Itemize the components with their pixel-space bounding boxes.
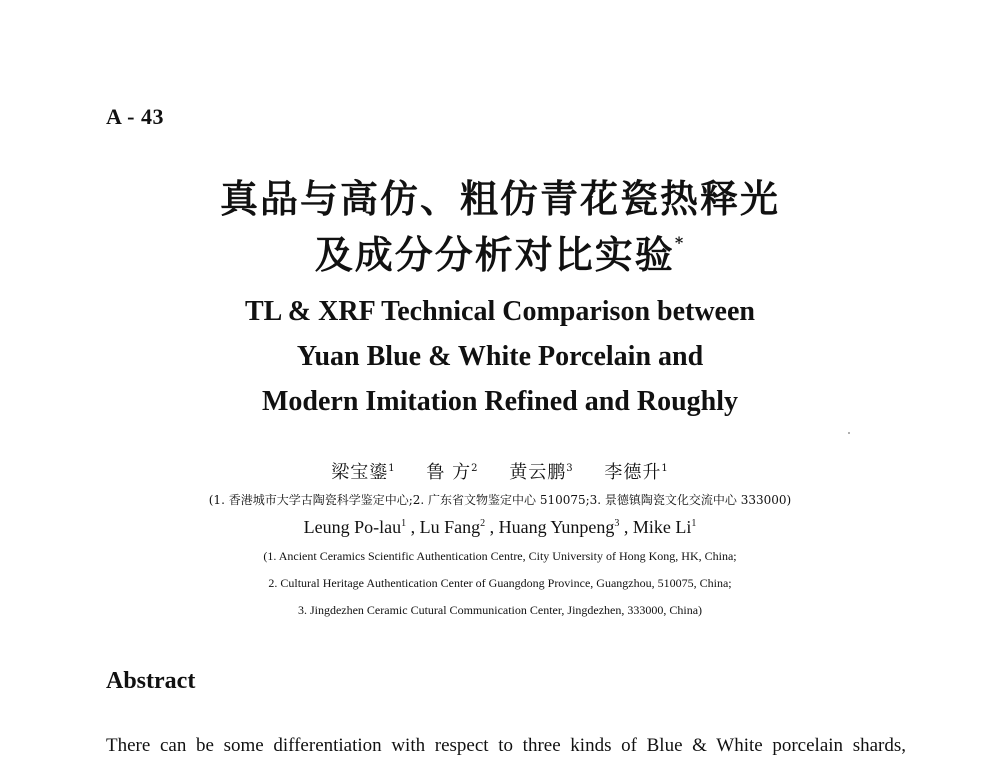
- author-affiliation-mark: 2: [471, 463, 479, 474]
- english-affiliation-line-3: 3. Jingdezhen Ceramic Cutural Communication Center, Jingdezhen, 333000, China): [297, 603, 703, 617]
- english-title-line-3: Modern Imitation Refined and Roughly: [261, 386, 739, 417]
- author-separator: ,: [619, 517, 633, 537]
- author-affiliation-mark: 1: [388, 463, 396, 474]
- author-affiliation-mark: 1: [401, 518, 407, 529]
- english-title-line-1: TL & XRF Technical Comparison between: [245, 296, 755, 327]
- english-author-name: Leung Po-lau: [303, 517, 402, 537]
- chinese-author-name: 黄云鹏: [509, 462, 567, 483]
- chinese-title-line-1: 真品与高仿、粗仿青花瓷热释光: [219, 176, 780, 221]
- english-author-name: Huang Yunpeng: [498, 517, 615, 537]
- title-footnote-mark: *: [674, 233, 686, 253]
- author-separator: ,: [406, 517, 420, 537]
- author-affiliation-mark: 3: [614, 518, 620, 529]
- chinese-author-name: 鲁 方: [426, 462, 472, 483]
- author-separator: ,: [485, 517, 499, 537]
- chinese-author: [604, 462, 668, 483]
- chinese-title-line-2-text: 及成分分析对比实验: [314, 232, 675, 277]
- author-affiliation-mark: 1: [691, 518, 697, 529]
- scan-speck: [848, 432, 850, 434]
- english-author-name: Lu Fang: [419, 517, 481, 537]
- chinese-title-line-2: [0, 232, 1000, 277]
- chinese-author: [331, 462, 395, 483]
- english-author-name: Mike Li: [632, 517, 692, 537]
- english-affiliation-line-2: 2. Cultural Heritage Authentication Center of Guangdong Province, Guangzhou, 510075, China;: [268, 576, 732, 590]
- chinese-affiliations: (1. 香港城市大学古陶瓷科学鉴定中心;2. 广东省文物鉴定中心 510075;3. 景德镇陶瓷文化交流中心 333000): [208, 493, 792, 507]
- paper-code: A - 43: [106, 104, 164, 129]
- english-authors: [0, 517, 1000, 538]
- author-affiliation-mark: 3: [566, 463, 574, 474]
- chinese-author-name: 梁宝鎏: [331, 462, 389, 483]
- english-title-line-2: Yuan Blue & White Porcelain and: [296, 341, 704, 372]
- chinese-authors: [0, 458, 1000, 484]
- author-affiliation-mark: 2: [480, 518, 486, 529]
- chinese-author: [426, 462, 478, 483]
- chinese-author: [509, 462, 573, 483]
- abstract-heading: Abstract: [106, 668, 196, 694]
- abstract-text: There can be some differentiation with respect to three kinds of Blue & White porcelain shards,: [106, 735, 906, 756]
- chinese-author-name: 李德升: [604, 462, 662, 483]
- english-affiliation-line-1: (1. Ancient Ceramics Scientific Authentication Centre, City University of Hong Kong, HK, China;: [263, 549, 737, 563]
- author-affiliation-mark: 1: [661, 463, 669, 474]
